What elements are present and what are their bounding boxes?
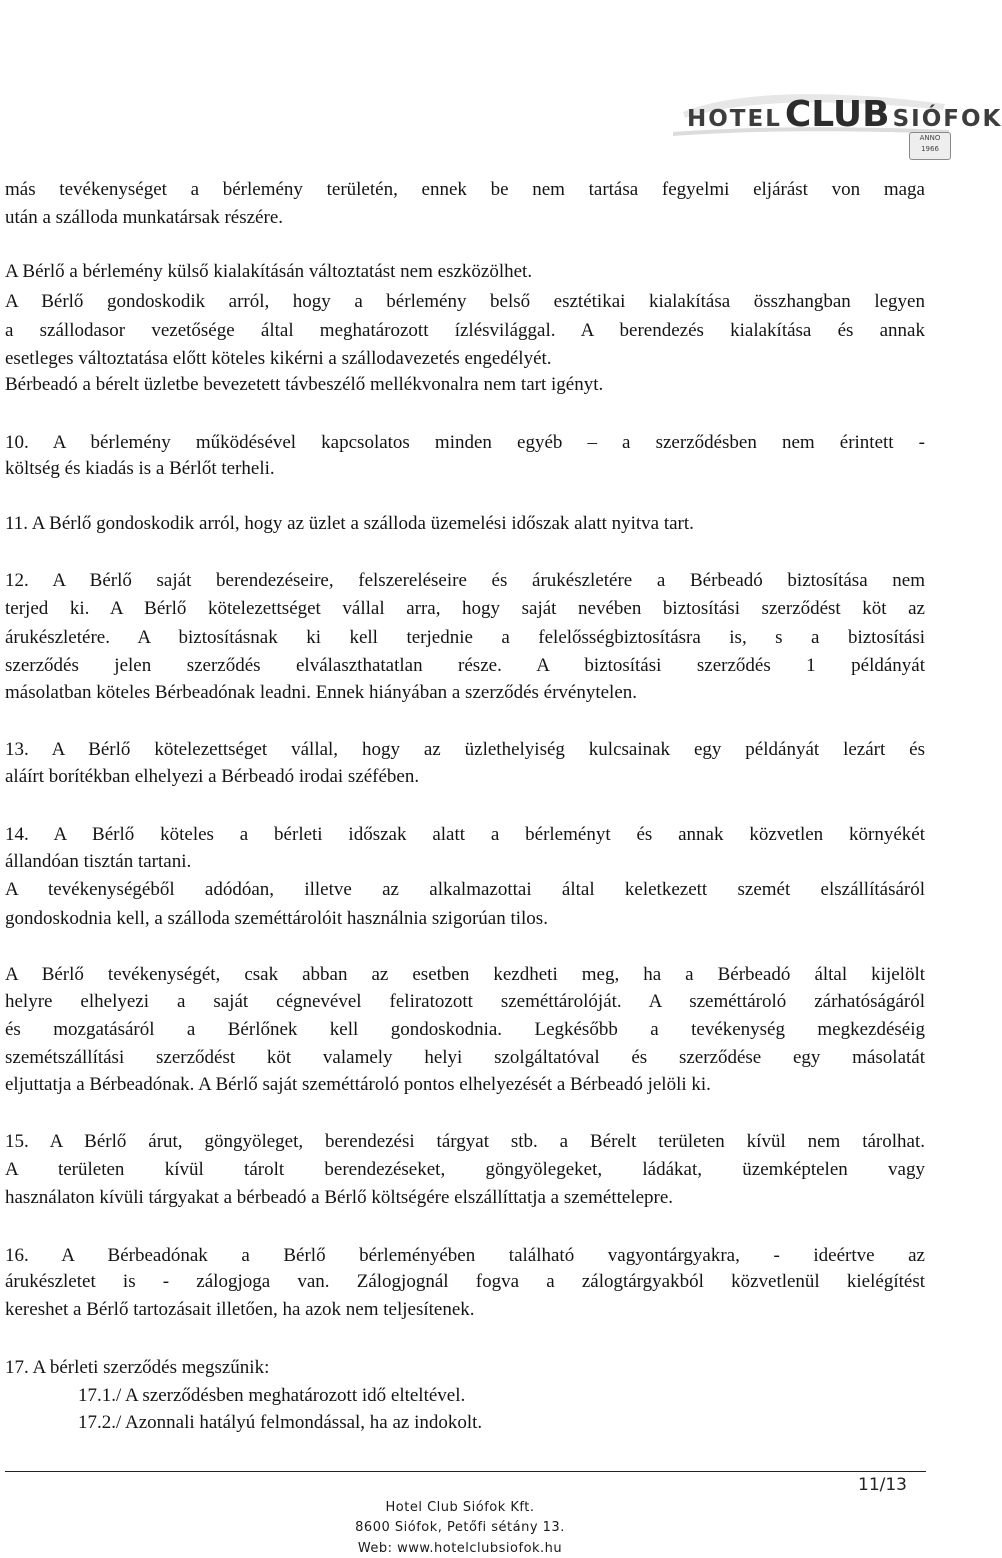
list-item: 17.2./ Azonnali hatályú felmondással, ha az indokolt. [78, 1412, 483, 1433]
text-line: 10. A bérlemény működésével kapcsolatos minden egyéb – a szerződésben nem érintett - [5, 432, 925, 453]
text-line: költség és kiadás is a Bérlőt terheli. [5, 458, 275, 479]
footer-web: Web: www.hotelclubsiofok.hu [357, 1541, 563, 1556]
text-line: Bérbeadó a bérelt üzletbe bevezetett távbeszélő mellékvonalra nem tart igényt. [5, 374, 604, 395]
footer-company: Hotel Club Siófok Kft. [385, 1500, 535, 1515]
text-line: 17. A bérleti szerződés megszűnik: [5, 1357, 270, 1378]
text-line: árukészletet is - zálogjoga van. Zálogjognál fogva a zálogtárgyakból közvetlenül kielégítést [5, 1271, 925, 1292]
text-line: szerződés jelen szerződés elválaszthatatlan része. A biztosítási szerződés 1 példányát [5, 655, 925, 676]
text-line: esetleges változtatása előtt köteles kikérni a szállodavezetés engedélyét. [5, 348, 552, 369]
text-line: 15. A Bérlő árut, göngyöleget, berendezési tárgyat stb. a Bérelt területen kívül nem tárolhat. [5, 1131, 925, 1152]
logo-wordmark [687, 94, 1002, 135]
logo-hotel-text: HOTEL [687, 106, 782, 132]
text-line: használaton kívüli tárgyakat a bérbeadó a Bérlő költségére elszállíttatja a szeméttelepre. [5, 1187, 674, 1208]
text-line: után a szálloda munkatársak részére. [5, 207, 284, 228]
text-line: 12. A Bérlő saját berendezéseire, felszereléseire és árukészletére a Bérbeadó biztosítása nem [5, 570, 925, 591]
text-line: eljuttatja a Bérbeadónak. A Bérlő saját szeméttároló pontos elhelyezését a Bérbeadó jelöli ki. [5, 1074, 711, 1095]
text-line: és mozgatásáról a Bérlőnek kell gondoskodnia. Legkésőbb a tevékenység megkezdéséig [5, 1019, 925, 1040]
text-line: A Bérlő tevékenységét, csak abban az esetben kezdheti meg, ha a Bérbeadó által kijelölt [5, 964, 925, 985]
list-item: 17.1./ A szerződésben meghatározott idő elteltével. [78, 1385, 466, 1406]
text-line: A területen kívül tárolt berendezéseket, göngyölegeket, ládákat, üzemképtelen vagy [5, 1159, 925, 1180]
text-line: másolatban köteles Bérbeadónak leadni. Ennek hiányában a szerződés érvénytelen. [5, 682, 638, 703]
footer-address: 8600 Siófok, Petőfi sétány 13. [355, 1520, 565, 1535]
text-line: 11. A Bérlő gondoskodik arról, hogy az üzlet a szálloda üzemelési időszak alatt nyitva tart. [5, 513, 694, 534]
text-line: más tevékenységet a bérlemény területén, ennek be nem tartása fegyelmi eljárást von maga [5, 179, 925, 200]
text-line: aláírt borítékban elhelyezi a Bérbeadó irodai széfében. [5, 766, 420, 787]
logo-anno-stamp: ANNO 1966 [909, 132, 951, 160]
text-line: gondoskodnia kell, a szálloda szeméttárolóit használnia szigorúan tilos. [5, 908, 548, 929]
logo-siofok-text: SIÓFOK [892, 106, 1002, 132]
text-line: 14. A Bérlő köteles a bérleti időszak alatt a bérleményt és annak közvetlen környékét [5, 824, 925, 845]
text-line: A tevékenységéből adódóan, illetve az alkalmazottai által keletkezett szemét elszállításáról [5, 879, 925, 900]
hotel-club-siofok-logo [673, 86, 1002, 162]
text-line: árukészletére. A biztosításnak ki kell terjednie a felelősségbiztosításra is, s a biztosítási [5, 627, 925, 648]
text-line: kereshet a Bérlő tartozásait illetően, ha azok nem teljesítenek. [5, 1299, 475, 1320]
text-line: A Bérlő a bérlemény külső kialakításán változtatást nem eszközölhet. [5, 261, 533, 282]
text-line: 16. A Bérbeadónak a Bérlő bérleményében található vagyontárgyakra, - ideértve az [5, 1245, 925, 1266]
page-number: 11/13 [858, 1475, 907, 1495]
text-line: terjed ki. A Bérlő kötelezettséget vállal arra, hogy saját nevében biztosítási szerződést köt az [5, 598, 925, 619]
text-line: a szállodasor vezetősége által meghatározott ízlésvilággal. A berendezés kialakítása és annak [5, 320, 925, 341]
text-line: helyre elhelyezi a saját cégnevével feliratozott szeméttárolóját. A szeméttároló zárhatóságáról [5, 991, 925, 1012]
logo-club-text: CLUB [784, 94, 890, 135]
text-line: állandóan tisztán tartani. [5, 851, 192, 872]
text-line: A Bérlő gondoskodik arról, hogy a bérlemény belső esztétikai kialakítása összhangban legyen [5, 291, 925, 312]
footer-divider [5, 1471, 926, 1472]
text-line: szemétszállítási szerződést köt valamely helyi szolgáltatóval és szerződése egy másolatát [5, 1047, 925, 1068]
text-line: 13. A Bérlő kötelezettséget vállal, hogy az üzlethelyiség kulcsainak egy példányát lezárt és [5, 739, 925, 760]
